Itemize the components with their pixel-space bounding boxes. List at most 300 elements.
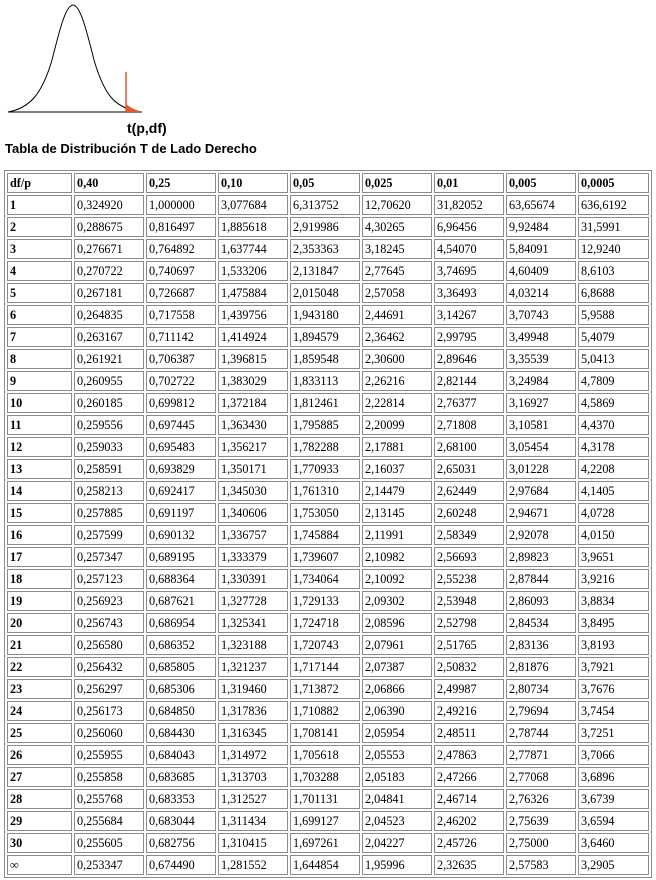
df-cell: 15: [7, 503, 72, 523]
value-cell: 1,699127: [290, 811, 360, 831]
df-cell: 8: [7, 349, 72, 369]
value-cell: 0,684850: [146, 701, 216, 721]
value-cell: 3,7454: [578, 701, 649, 721]
value-cell: 0,257347: [74, 547, 144, 567]
table-row: [7, 239, 649, 259]
table-row: [7, 833, 649, 853]
value-cell: 1,637744: [218, 239, 288, 259]
value-cell: 3,70743: [506, 305, 576, 325]
value-cell: 2,08596: [362, 613, 432, 633]
table-row: [7, 525, 649, 545]
table-row: [7, 745, 649, 765]
value-cell: 3,8834: [578, 591, 649, 611]
table-row: [7, 305, 649, 325]
value-cell: 0,255955: [74, 745, 144, 765]
value-cell: 2,09302: [362, 591, 432, 611]
df-cell: ∞: [7, 855, 72, 875]
value-cell: 2,22814: [362, 393, 432, 413]
value-cell: 4,7809: [578, 371, 649, 391]
value-cell: 2,36462: [362, 327, 432, 347]
figure-label: t(p,df): [127, 120, 167, 136]
value-cell: 1,717144: [290, 657, 360, 677]
value-cell: 0,257123: [74, 569, 144, 589]
table-row: [7, 811, 649, 831]
table-row: [7, 283, 649, 303]
column-header-p: 0,40: [74, 173, 144, 193]
table-row: [7, 393, 649, 413]
value-cell: 1,000000: [146, 195, 216, 215]
df-cell: 3: [7, 239, 72, 259]
value-cell: 2,82144: [434, 371, 504, 391]
table-row: [7, 217, 649, 237]
value-cell: 2,05553: [362, 745, 432, 765]
value-cell: 3,10581: [506, 415, 576, 435]
table-row: [7, 437, 649, 457]
value-cell: 4,54070: [434, 239, 504, 259]
value-cell: 2,92078: [506, 525, 576, 545]
value-cell: 0,260185: [74, 393, 144, 413]
t-distribution-figure: [0, 0, 200, 140]
df-cell: 21: [7, 635, 72, 655]
value-cell: 3,05454: [506, 437, 576, 457]
value-cell: 0,692417: [146, 481, 216, 501]
value-cell: 4,4370: [578, 415, 649, 435]
value-cell: 0,740697: [146, 261, 216, 281]
value-cell: 3,14267: [434, 305, 504, 325]
df-cell: 19: [7, 591, 72, 611]
df-cell: 2: [7, 217, 72, 237]
value-cell: 0,816497: [146, 217, 216, 237]
table-row: [7, 261, 649, 281]
value-cell: 63,65674: [506, 195, 576, 215]
value-cell: 1,644854: [290, 855, 360, 875]
value-cell: 2,87844: [506, 569, 576, 589]
value-cell: 1,739607: [290, 547, 360, 567]
df-cell: 13: [7, 459, 72, 479]
df-cell: 29: [7, 811, 72, 831]
value-cell: 3,36493: [434, 283, 504, 303]
value-cell: 2,919986: [290, 217, 360, 237]
value-cell: 2,32635: [434, 855, 504, 875]
value-cell: 1,833113: [290, 371, 360, 391]
value-cell: 1,321237: [218, 657, 288, 677]
df-cell: 11: [7, 415, 72, 435]
value-cell: 0,685306: [146, 679, 216, 699]
value-cell: 1,734064: [290, 569, 360, 589]
column-header-p: 0,05: [290, 173, 360, 193]
value-cell: 1,770933: [290, 459, 360, 479]
value-cell: 0,276671: [74, 239, 144, 259]
value-cell: 2,07961: [362, 635, 432, 655]
value-cell: 0,702722: [146, 371, 216, 391]
value-cell: 9,92484: [506, 217, 576, 237]
value-cell: 2,68100: [434, 437, 504, 457]
value-cell: 1,95996: [362, 855, 432, 875]
value-cell: 0,674490: [146, 855, 216, 875]
value-cell: 3,24984: [506, 371, 576, 391]
value-cell: 3,6594: [578, 811, 649, 831]
value-cell: 0,255605: [74, 833, 144, 853]
value-cell: 2,89823: [506, 547, 576, 567]
value-cell: 0,257599: [74, 525, 144, 545]
value-cell: 1,729133: [290, 591, 360, 611]
value-cell: 1,336757: [218, 525, 288, 545]
df-cell: 27: [7, 767, 72, 787]
value-cell: 0,264835: [74, 305, 144, 325]
value-cell: 1,330391: [218, 569, 288, 589]
value-cell: 2,04523: [362, 811, 432, 831]
value-cell: 2,57058: [362, 283, 432, 303]
value-cell: 0,256743: [74, 613, 144, 633]
value-cell: 3,49948: [506, 327, 576, 347]
df-cell: 9: [7, 371, 72, 391]
value-cell: 0,288675: [74, 217, 144, 237]
value-cell: 1,859548: [290, 349, 360, 369]
value-cell: 0,683353: [146, 789, 216, 809]
table-row: [7, 789, 649, 809]
value-cell: 2,10092: [362, 569, 432, 589]
value-cell: 0,688364: [146, 569, 216, 589]
value-cell: 2,99795: [434, 327, 504, 347]
value-cell: 0,257885: [74, 503, 144, 523]
table-row: [7, 855, 649, 875]
value-cell: 2,75000: [506, 833, 576, 853]
value-cell: 1,761310: [290, 481, 360, 501]
value-cell: 1,356217: [218, 437, 288, 457]
table-row: [7, 459, 649, 479]
value-cell: 1,311434: [218, 811, 288, 831]
table-row: [7, 371, 649, 391]
value-cell: 2,06390: [362, 701, 432, 721]
value-cell: 5,9588: [578, 305, 649, 325]
value-cell: 2,53948: [434, 591, 504, 611]
value-cell: 3,9651: [578, 547, 649, 567]
table-row: [7, 613, 649, 633]
value-cell: 2,015048: [290, 283, 360, 303]
value-cell: 0,258591: [74, 459, 144, 479]
value-cell: 2,50832: [434, 657, 504, 677]
value-cell: 0,695483: [146, 437, 216, 457]
value-cell: 4,1405: [578, 481, 649, 501]
df-cell: 12: [7, 437, 72, 457]
table-row: [7, 723, 649, 743]
value-cell: 3,077684: [218, 195, 288, 215]
df-cell: 25: [7, 723, 72, 743]
value-cell: 3,35539: [506, 349, 576, 369]
value-cell: 0,270722: [74, 261, 144, 281]
header-row: [7, 173, 649, 193]
value-cell: 2,04841: [362, 789, 432, 809]
value-cell: 2,20099: [362, 415, 432, 435]
value-cell: 4,30265: [362, 217, 432, 237]
value-cell: 2,46202: [434, 811, 504, 831]
value-cell: 1,325341: [218, 613, 288, 633]
value-cell: 1,795885: [290, 415, 360, 435]
value-cell: 2,56693: [434, 547, 504, 567]
df-cell: 24: [7, 701, 72, 721]
value-cell: 1,713872: [290, 679, 360, 699]
value-cell: 2,44691: [362, 305, 432, 325]
value-cell: 3,01228: [506, 459, 576, 479]
value-cell: 2,77645: [362, 261, 432, 281]
value-cell: 1,383029: [218, 371, 288, 391]
value-cell: 0,261921: [74, 349, 144, 369]
value-cell: 5,4079: [578, 327, 649, 347]
value-cell: 1,701131: [290, 789, 360, 809]
value-cell: 1,319460: [218, 679, 288, 699]
value-cell: 0,259033: [74, 437, 144, 457]
value-cell: 2,05183: [362, 767, 432, 787]
value-cell: 2,75639: [506, 811, 576, 831]
value-cell: 2,14479: [362, 481, 432, 501]
value-cell: 5,0413: [578, 349, 649, 369]
value-cell: 4,60409: [506, 261, 576, 281]
df-cell: 28: [7, 789, 72, 809]
value-cell: 3,6896: [578, 767, 649, 787]
value-cell: 0,683685: [146, 767, 216, 787]
value-cell: 2,60248: [434, 503, 504, 523]
table-row: [7, 195, 649, 215]
right-tail-area: [126, 104, 140, 112]
value-cell: 2,30600: [362, 349, 432, 369]
value-cell: 4,0150: [578, 525, 649, 545]
value-cell: 12,70620: [362, 195, 432, 215]
value-cell: 0,263167: [74, 327, 144, 347]
table-row: [7, 415, 649, 435]
value-cell: 2,26216: [362, 371, 432, 391]
value-cell: 2,79694: [506, 701, 576, 721]
value-cell: 1,363430: [218, 415, 288, 435]
table-row: [7, 547, 649, 567]
df-cell: 16: [7, 525, 72, 545]
df-cell: 6: [7, 305, 72, 325]
value-cell: 1,333379: [218, 547, 288, 567]
df-cell: 18: [7, 569, 72, 589]
value-cell: 0,717558: [146, 305, 216, 325]
value-cell: 3,7921: [578, 657, 649, 677]
table-row: [7, 679, 649, 699]
value-cell: 2,94671: [506, 503, 576, 523]
value-cell: 6,8688: [578, 283, 649, 303]
value-cell: 2,17881: [362, 437, 432, 457]
value-cell: 2,46714: [434, 789, 504, 809]
value-cell: 2,11991: [362, 525, 432, 545]
value-cell: 3,18245: [362, 239, 432, 259]
value-cell: 3,8495: [578, 613, 649, 633]
value-cell: 0,260955: [74, 371, 144, 391]
value-cell: 5,84091: [506, 239, 576, 259]
value-cell: 12,9240: [578, 239, 649, 259]
value-cell: 2,81876: [506, 657, 576, 677]
value-cell: 2,80734: [506, 679, 576, 699]
value-cell: 0,697445: [146, 415, 216, 435]
value-cell: 1,894579: [290, 327, 360, 347]
value-cell: 0,684430: [146, 723, 216, 743]
value-cell: 3,7251: [578, 723, 649, 743]
value-cell: 2,62449: [434, 481, 504, 501]
value-cell: 0,686352: [146, 635, 216, 655]
value-cell: 2,89646: [434, 349, 504, 369]
value-cell: 2,58349: [434, 525, 504, 545]
value-cell: 0,686954: [146, 613, 216, 633]
value-cell: 2,71808: [434, 415, 504, 435]
value-cell: 1,708141: [290, 723, 360, 743]
value-cell: 2,10982: [362, 547, 432, 567]
df-cell: 10: [7, 393, 72, 413]
df-cell: 20: [7, 613, 72, 633]
df-cell: 17: [7, 547, 72, 567]
value-cell: 1,317836: [218, 701, 288, 721]
value-cell: 0,689195: [146, 547, 216, 567]
value-cell: 3,6460: [578, 833, 649, 853]
value-cell: 1,313703: [218, 767, 288, 787]
df-cell: 14: [7, 481, 72, 501]
table-row: [7, 481, 649, 501]
value-cell: 2,77068: [506, 767, 576, 787]
value-cell: 4,0728: [578, 503, 649, 523]
value-cell: 1,710882: [290, 701, 360, 721]
df-cell: 30: [7, 833, 72, 853]
value-cell: 2,52798: [434, 613, 504, 633]
value-cell: 0,764892: [146, 239, 216, 259]
value-cell: 2,65031: [434, 459, 504, 479]
value-cell: 0,256173: [74, 701, 144, 721]
value-cell: 1,340606: [218, 503, 288, 523]
value-cell: 0,256432: [74, 657, 144, 677]
value-cell: 0,726687: [146, 283, 216, 303]
value-cell: 3,8193: [578, 635, 649, 655]
value-cell: 1,312527: [218, 789, 288, 809]
value-cell: 2,84534: [506, 613, 576, 633]
value-cell: 2,55238: [434, 569, 504, 589]
value-cell: 3,74695: [434, 261, 504, 281]
value-cell: 2,48511: [434, 723, 504, 743]
value-cell: 0,255684: [74, 811, 144, 831]
value-cell: 0,256060: [74, 723, 144, 743]
value-cell: 2,47266: [434, 767, 504, 787]
value-cell: 2,57583: [506, 855, 576, 875]
value-cell: 0,699812: [146, 393, 216, 413]
value-cell: 1,724718: [290, 613, 360, 633]
value-cell: 1,314972: [218, 745, 288, 765]
value-cell: 636,6192: [578, 195, 649, 215]
value-cell: 2,86093: [506, 591, 576, 611]
column-header-p: 0,025: [362, 173, 432, 193]
value-cell: 3,2905: [578, 855, 649, 875]
value-cell: 3,7676: [578, 679, 649, 699]
value-cell: 0,255768: [74, 789, 144, 809]
density-curve: [8, 5, 140, 112]
value-cell: 4,3178: [578, 437, 649, 457]
value-cell: 0,685805: [146, 657, 216, 677]
value-cell: 2,76326: [506, 789, 576, 809]
value-cell: 1,943180: [290, 305, 360, 325]
value-cell: 0,253347: [74, 855, 144, 875]
value-cell: 0,687621: [146, 591, 216, 611]
value-cell: 2,49987: [434, 679, 504, 699]
value-cell: 2,07387: [362, 657, 432, 677]
value-cell: 2,97684: [506, 481, 576, 501]
value-cell: 2,47863: [434, 745, 504, 765]
value-cell: 1,885618: [218, 217, 288, 237]
value-cell: 4,5869: [578, 393, 649, 413]
df-cell: 7: [7, 327, 72, 347]
value-cell: 4,03214: [506, 283, 576, 303]
value-cell: 1,697261: [290, 833, 360, 853]
value-cell: 0,256923: [74, 591, 144, 611]
value-cell: 3,16927: [506, 393, 576, 413]
value-cell: 0,682756: [146, 833, 216, 853]
value-cell: 3,6739: [578, 789, 649, 809]
value-cell: 6,313752: [290, 195, 360, 215]
value-cell: 1,345030: [218, 481, 288, 501]
value-cell: 2,353363: [290, 239, 360, 259]
table-row: [7, 767, 649, 787]
df-cell: 4: [7, 261, 72, 281]
df-cell: 22: [7, 657, 72, 677]
value-cell: 2,76377: [434, 393, 504, 413]
df-cell: 26: [7, 745, 72, 765]
value-cell: 0,691197: [146, 503, 216, 523]
value-cell: 0,711142: [146, 327, 216, 347]
value-cell: 1,705618: [290, 745, 360, 765]
t-distribution-table: [4, 170, 652, 878]
value-cell: 0,256580: [74, 635, 144, 655]
value-cell: 2,49216: [434, 701, 504, 721]
value-cell: 2,06866: [362, 679, 432, 699]
table-body: [7, 195, 649, 875]
value-cell: 1,327728: [218, 591, 288, 611]
value-cell: 1,396815: [218, 349, 288, 369]
value-cell: 1,372184: [218, 393, 288, 413]
value-cell: 1,745884: [290, 525, 360, 545]
table-row: [7, 657, 649, 677]
value-cell: 0,690132: [146, 525, 216, 545]
value-cell: 2,131847: [290, 261, 360, 281]
value-cell: 0,259556: [74, 415, 144, 435]
column-header-p: 0,10: [218, 173, 288, 193]
table-row: [7, 349, 649, 369]
column-header-p: 0,005: [506, 173, 576, 193]
value-cell: 0,706387: [146, 349, 216, 369]
value-cell: 2,45726: [434, 833, 504, 853]
value-cell: 0,267181: [74, 283, 144, 303]
value-cell: 0,693829: [146, 459, 216, 479]
value-cell: 0,255858: [74, 767, 144, 787]
value-cell: 1,753050: [290, 503, 360, 523]
column-header-p: 0,0005: [578, 173, 649, 193]
table-row: [7, 327, 649, 347]
df-cell: 5: [7, 283, 72, 303]
value-cell: 2,05954: [362, 723, 432, 743]
value-cell: 1,316345: [218, 723, 288, 743]
df-cell: 1: [7, 195, 72, 215]
value-cell: 0,258213: [74, 481, 144, 501]
value-cell: 1,310415: [218, 833, 288, 853]
table-row: [7, 591, 649, 611]
value-cell: 3,9216: [578, 569, 649, 589]
page-title: Tabla de Distribución T de Lado Derecho: [5, 141, 257, 156]
column-header-p: 0,01: [434, 173, 504, 193]
value-cell: 2,04227: [362, 833, 432, 853]
value-cell: 1,439756: [218, 305, 288, 325]
value-cell: 0,683044: [146, 811, 216, 831]
value-cell: 1,350171: [218, 459, 288, 479]
value-cell: 0,256297: [74, 679, 144, 699]
value-cell: 2,83136: [506, 635, 576, 655]
value-cell: 2,77871: [506, 745, 576, 765]
value-cell: 1,703288: [290, 767, 360, 787]
